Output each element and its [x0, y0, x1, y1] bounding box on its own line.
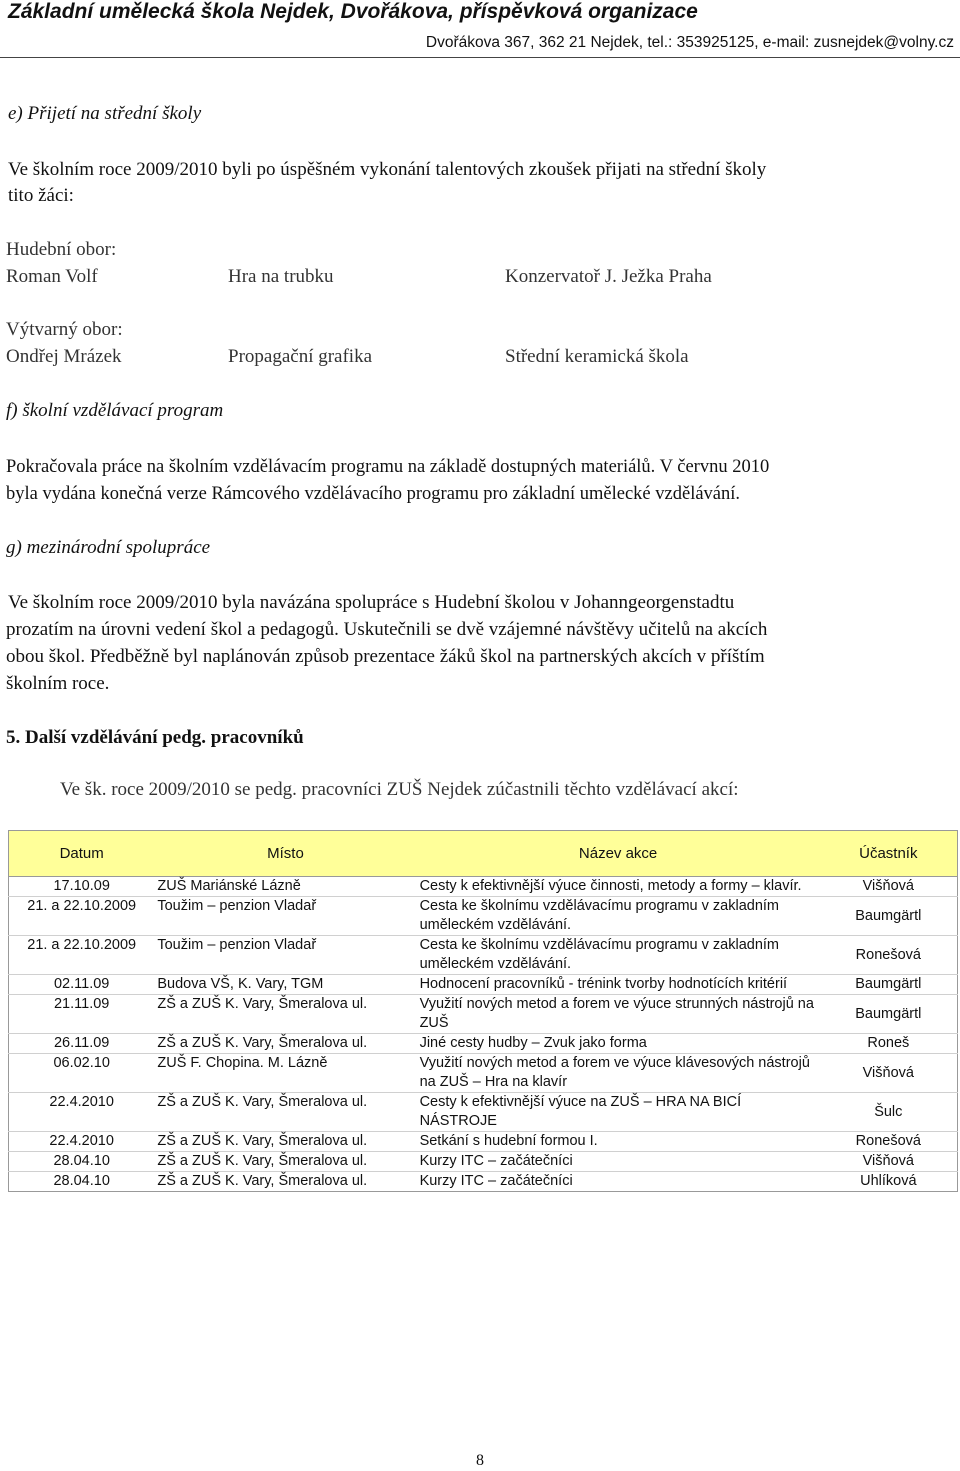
art-field-label: Výtvarný obor:: [6, 319, 123, 340]
cell-place: ZUŠ Mariánské Lázně: [154, 877, 416, 897]
section-g-line2: prozatím na úrovni vedení škol a pedagogů. Uskutečnili se dvě vzájemné návštěvy učitelů na akcích: [6, 619, 768, 640]
page-number: 8: [476, 1452, 484, 1469]
table-row: [9, 1152, 958, 1172]
cell-date: 22.4.2010: [9, 1132, 155, 1152]
section-g-line4: školním roce.: [6, 673, 110, 694]
cell-date: 22.4.2010: [9, 1093, 155, 1132]
section-f-heading: f) školní vzdělávací program: [6, 400, 224, 421]
table-row: [9, 897, 958, 936]
cell-event-name: Setkání s hudební formou I.: [417, 1132, 820, 1152]
cell-place: Budova VŠ, K. Vary, TGM: [154, 975, 416, 995]
cell-event-name: Využití nových metod a forem ve výuce strunných nástrojů na ZUŠ: [417, 995, 820, 1034]
table-row: [9, 1172, 958, 1192]
cell-participant: Baumgärtl: [820, 975, 958, 995]
section-e-line1: Ve školním roce 2009/2010 byli po úspěšném vykonání talentových zkoušek přijati na střední školy: [8, 159, 767, 180]
cell-place: ZŠ a ZUŠ K. Vary, Šmeralova ul.: [154, 1034, 416, 1054]
cell-date: 28.04.10: [9, 1152, 155, 1172]
cell-place: Toužim – penzion Vladař: [154, 897, 416, 936]
cell-date: 26.11.09: [9, 1034, 155, 1054]
section-e-line2: tito žáci:: [8, 185, 74, 206]
cell-participant: Ronešová: [820, 936, 958, 975]
cell-participant: Baumgärtl: [820, 897, 958, 936]
table-row: [9, 936, 958, 975]
school-title: Základní umělecká škola Nejdek, Dvořákova, příspěvková organizace: [8, 0, 698, 23]
music-student-name: Roman Volf: [6, 266, 98, 287]
section-g-line3: obou škol. Předběžně byl naplánován způsob prezentace žáků škol na partnerských akcích v příštím: [6, 646, 765, 667]
cell-participant: Roneš: [820, 1034, 958, 1054]
table-row: [9, 1054, 958, 1093]
music-student-subject: Hra na trubku: [228, 266, 334, 287]
table-row: [9, 995, 958, 1034]
cell-event-name: Cesty k efektivnější výuce na ZUŠ – HRA NA BICÍ NÁSTROJE: [417, 1093, 820, 1132]
table-row: [9, 1093, 958, 1132]
cell-date: 28.04.10: [9, 1172, 155, 1192]
cell-participant: Ronešová: [820, 1132, 958, 1152]
cell-date: 06.02.10: [9, 1054, 155, 1093]
column-header-date: Datum: [9, 831, 155, 877]
table-header-row: [9, 831, 958, 877]
column-header-event: Název akce: [417, 831, 820, 877]
cell-event-name: Hodnocení pracovníků - trénink tvorby hodnotících kritérií: [417, 975, 820, 995]
table-row: [9, 975, 958, 995]
training-events-table: [8, 830, 958, 1192]
cell-participant: Baumgärtl: [820, 995, 958, 1034]
school-contact: Dvořákova 367, 362 21 Nejdek, tel.: 353925125, e-mail: zusnejdek@volny.cz: [425, 34, 954, 51]
cell-place: ZŠ a ZUŠ K. Vary, Šmeralova ul.: [154, 1093, 416, 1132]
table-row: [9, 1034, 958, 1054]
cell-date: 17.10.09: [9, 877, 155, 897]
art-student-name: Ondřej Mrázek: [6, 346, 122, 367]
cell-event-name: Kurzy ITC – začátečníci: [417, 1172, 820, 1192]
music-field-label: Hudební obor:: [6, 239, 117, 260]
section-g-heading: g) mezinárodní spolupráce: [6, 537, 211, 558]
cell-place: ZŠ a ZUŠ K. Vary, Šmeralova ul.: [154, 1152, 416, 1172]
cell-event-name: Cesta ke školnímu vzdělávacímu programu v zakladním uměleckém vzdělávání.: [417, 897, 820, 936]
cell-date: 21.11.09: [9, 995, 155, 1034]
section-5-intro: Ve šk. roce 2009/2010 se pedg. pracovníci ZUŠ Nejdek zúčastnili těchto vzdělávací akcí:: [60, 779, 739, 800]
cell-event-name: Cesta ke školnímu vzdělávacímu programu v zakladním uměleckém vzdělávání.: [417, 936, 820, 975]
header-divider: [0, 57, 960, 58]
cell-event-name: Jiné cesty hudby – Zvuk jako forma: [417, 1034, 820, 1054]
section-f-line1: Pokračovala práce na školním vzdělávacím programu na základě dostupných materiálů. V červnu 2010: [6, 457, 770, 477]
music-student-school: Konzervatoř J. Ježka Praha: [505, 266, 712, 287]
table-row: [9, 1132, 958, 1152]
section-g-line1: Ve školním roce 2009/2010 byla navázána spolupráce s Hudební školou v Johanngeorgenstadtu: [8, 592, 735, 613]
cell-place: ZŠ a ZUŠ K. Vary, Šmeralova ul.: [154, 1172, 416, 1192]
cell-date: 02.11.09: [9, 975, 155, 995]
cell-place: Toužim – penzion Vladař: [154, 936, 416, 975]
table-row: [9, 877, 958, 897]
column-header-place: Místo: [154, 831, 416, 877]
section-e-heading: e) Přijetí na střední školy: [8, 103, 202, 124]
column-header-participant: Účastník: [820, 831, 958, 877]
cell-event-name: Kurzy ITC – začátečníci: [417, 1152, 820, 1172]
art-student-school: Střední keramická škola: [505, 346, 689, 367]
cell-participant: Uhlíková: [820, 1172, 958, 1192]
cell-place: ZUŠ F. Chopina. M. Lázně: [154, 1054, 416, 1093]
section-f-line2: byla vydána konečná verze Rámcového vzdělávacího programu pro základní umělecké vzdělávání.: [6, 484, 741, 504]
cell-date: 21. a 22.10.2009: [9, 897, 155, 936]
cell-participant: Šulc: [820, 1093, 958, 1132]
section-5-heading: 5. Další vzdělávání pedg. pracovníků: [6, 727, 304, 748]
cell-place: ZŠ a ZUŠ K. Vary, Šmeralova ul.: [154, 1132, 416, 1152]
cell-date: 21. a 22.10.2009: [9, 936, 155, 975]
art-student-subject: Propagační grafika: [228, 346, 373, 367]
cell-event-name: Využití nových metod a forem ve výuce klávesových nástrojů na ZUŠ – Hra na klavír: [417, 1054, 820, 1093]
cell-event-name: Cesty k efektivnější výuce činnosti, metody a formy – klavír.: [417, 877, 820, 897]
cell-place: ZŠ a ZUŠ K. Vary, Šmeralova ul.: [154, 995, 416, 1034]
cell-participant: Višňová: [820, 1152, 958, 1172]
cell-participant: Višňová: [820, 1054, 958, 1093]
cell-participant: Višňová: [820, 877, 958, 897]
